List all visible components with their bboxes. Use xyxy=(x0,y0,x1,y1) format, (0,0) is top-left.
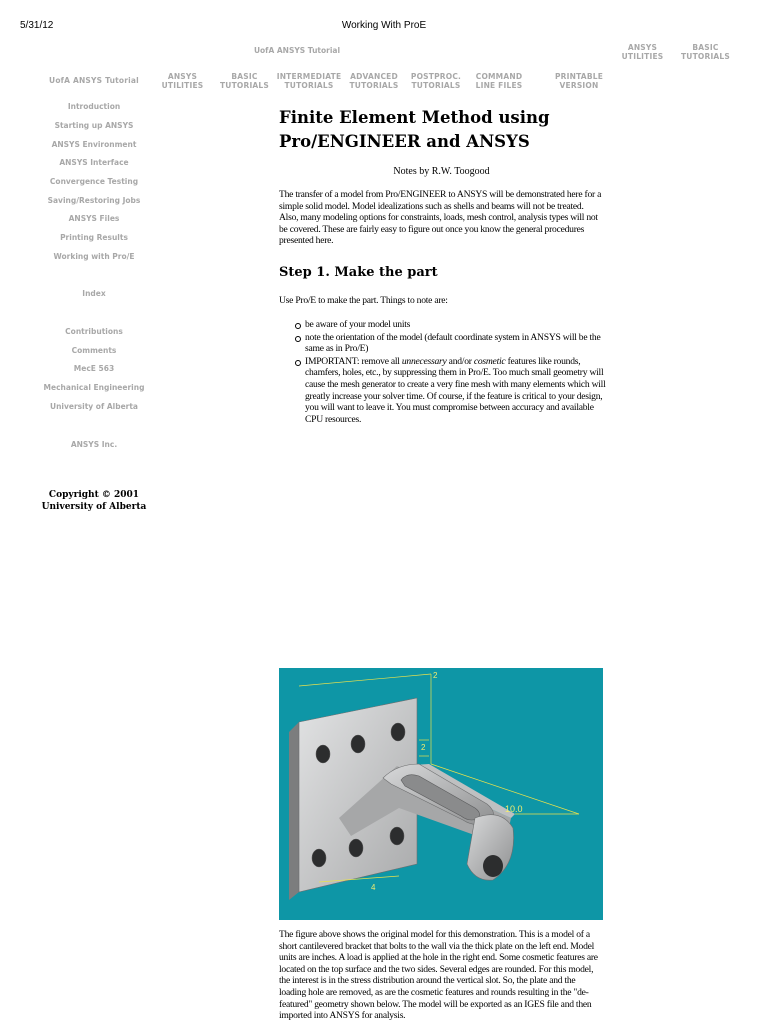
nav-label-line1: COMMAND xyxy=(475,72,523,81)
nav-label-line2: TUTORIALS xyxy=(680,52,731,61)
sidebar-item-starting-up-ansys[interactable]: Starting up ANSYS xyxy=(54,121,134,130)
note-text: IMPORTANT: remove all xyxy=(305,355,402,367)
topnav-command-line-files[interactable] xyxy=(470,72,528,90)
notes-list xyxy=(295,319,608,426)
print-date: 5/31/12 xyxy=(20,20,54,31)
sidebar-link-university-of-alberta[interactable]: University of Alberta xyxy=(50,402,138,411)
banner-home-link[interactable]: UofA ANSYS Tutorial xyxy=(253,46,341,55)
nav-label-line2: UTILITIES xyxy=(161,81,204,90)
nav-label-line1: ANSYS xyxy=(167,72,198,81)
page-title-line2: Pro/ENGINEER and ANSYS xyxy=(279,132,530,151)
topnav-printable-version[interactable] xyxy=(548,72,610,90)
copyright-line2: University of Alberta xyxy=(41,502,147,512)
nav-label-line2: TUTORIALS xyxy=(411,81,461,90)
nav-label-line2: TUTORIALS xyxy=(349,81,399,90)
nav-label-line1: BASIC xyxy=(692,43,719,52)
nav-label-line1: POSTPROC. xyxy=(410,72,462,81)
sidebar-item-working-with-proe[interactable]: Working with Pro/E xyxy=(53,252,135,261)
note-item xyxy=(295,356,608,426)
sidebar-item-ansys-environment[interactable]: ANSYS Environment xyxy=(51,140,137,149)
sidebar-link-contributions[interactable]: Contributions xyxy=(65,327,123,336)
note-emphasis: cosmetic xyxy=(473,355,506,367)
nav-label-line2: TUTORIALS xyxy=(219,81,270,90)
topnav-home-link[interactable]: UofA ANSYS Tutorial xyxy=(49,76,139,85)
topright-nav-ansys-utilities[interactable] xyxy=(615,43,670,61)
nav-label-line2: UTILITIES xyxy=(621,52,664,61)
sidebar-item-saving-restoring-jobs[interactable]: Saving/Restoring Jobs xyxy=(47,196,141,205)
sidebar-item-index[interactable]: Index xyxy=(82,289,106,298)
author-byline: Notes by R.W. Toogood xyxy=(393,166,490,177)
topright-nav-basic-tutorials[interactable] xyxy=(678,43,733,61)
nav-label-line2: VERSION xyxy=(559,81,599,90)
sidebar-item-convergence-testing[interactable]: Convergence Testing xyxy=(49,177,139,186)
note-text: features like rounds, chamfers, holes, etc., by suppressing them in Pro/E. Too much small geometry will cause the mesh generator to create a very fine mesh with many elements which will greatly increase your solver time. Of course, if the feature is critical to your design, you will want to leave it. You must compromise between accuracy and available CPU resources. xyxy=(305,355,606,425)
copyright-notice xyxy=(40,489,148,513)
nav-label-line2: TUTORIALS xyxy=(284,81,334,90)
sidebar-item-printing-results[interactable]: Printing Results xyxy=(60,233,128,242)
sidebar-link-mece-563[interactable]: MecE 563 xyxy=(73,364,115,373)
sidebar-item-ansys-interface[interactable]: ANSYS Interface xyxy=(59,158,129,167)
copyright-line1: Copyright © 2001 xyxy=(48,490,140,500)
print-title: Working With ProE xyxy=(341,20,427,31)
nav-label-line1: PRINTABLE xyxy=(554,72,604,81)
topnav-intermediate-tutorials[interactable] xyxy=(274,72,344,90)
topnav-advanced-tutorials[interactable] xyxy=(346,72,402,90)
nav-label-line1: ADVANCED xyxy=(350,72,398,81)
topnav-basic-tutorials[interactable] xyxy=(217,72,272,90)
intro-paragraph: The transfer of a model from Pro/ENGINEER to ANSYS will be demonstrated here for a simple solid model. Model idealizations such as shells and beams will not be treated. Also, many modeling options for constraints, loads, mesh control, analysis types will not be covered. These are fairly easy to figure out once you know the general procedures presented here. xyxy=(279,189,602,247)
dim-label-length: 10.0 xyxy=(505,804,523,814)
topnav-ansys-utilities[interactable] xyxy=(155,72,210,90)
nav-label-line1: ANSYS xyxy=(627,43,658,52)
sidebar-link-ansys-inc[interactable]: ANSYS Inc. xyxy=(70,440,118,449)
note-item: be aware of your model units xyxy=(295,319,608,331)
page-title-line1: Finite Element Method using xyxy=(279,108,550,127)
dim-label-side: 2 xyxy=(421,743,426,752)
nav-label-line2: LINE FILES xyxy=(475,81,523,90)
plate-edge xyxy=(289,722,299,900)
note-item: note the orientation of the model (default coordinate system in ANSYS will be the same as in Pro/E) xyxy=(295,332,608,355)
bracket-model-figure xyxy=(279,668,603,920)
step1-heading: Step 1. Make the part xyxy=(279,265,438,280)
sidebar-item-ansys-files[interactable]: ANSYS Files xyxy=(68,214,120,223)
note-emphasis: unnecessary xyxy=(401,355,447,367)
note-text: and/or xyxy=(446,355,474,367)
topnav-postproc-tutorials[interactable] xyxy=(407,72,465,90)
sidebar-link-comments[interactable]: Comments xyxy=(71,346,117,355)
nav-label-line1: INTERMEDIATE xyxy=(276,72,342,81)
dim-label-top: 2 xyxy=(433,671,438,680)
load-hole xyxy=(483,855,503,877)
step1-intro: Use Pro/E to make the part. Things to note are: xyxy=(279,295,448,306)
sidebar-item-introduction[interactable]: Introduction xyxy=(67,102,121,111)
dim-label-bottom: 4 xyxy=(371,883,376,892)
sidebar-link-mechanical-engineering[interactable]: Mechanical Engineering xyxy=(43,383,145,392)
nav-label-line1: BASIC xyxy=(231,72,258,81)
page-title xyxy=(279,106,609,154)
bracket-model-image xyxy=(279,668,603,920)
figure-caption: The figure above shows the original model for this demonstration. This is a model of a short cantilevered bracket that bolts to the wall via the thick plate on the left end. Model units are inches. A load is applied at the hole in the right end. Some cosmetic features are located on the top surface and the two sides. Several edges are rounded. For this model, the interest is in the stress distribution around the vertical slot. So, the plate and the loading hole are removed, as are the cosmetic features and rounds resulting in the "de-featured" geometry shown below. The model will be exported as an IGES file and then imported into ANSYS for analysis. xyxy=(279,929,598,1022)
